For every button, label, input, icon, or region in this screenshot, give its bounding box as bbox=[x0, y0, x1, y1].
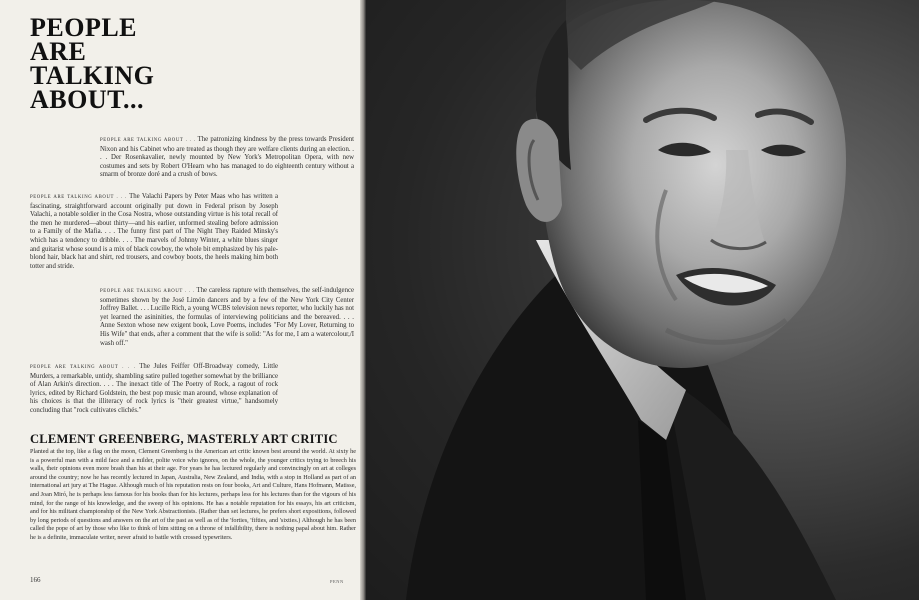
paragraph-lead: PEOPLE ARE TALKING ABOUT . . . bbox=[30, 365, 136, 370]
page-number: 166 bbox=[30, 576, 41, 584]
paragraph-text: The patronizing kindness by the press towards President Nixon and his Cabinet who are treated as though they are welfare clients during an election. . . . Der Rosenkavalier, newly mounted by New York's Metropolitan Opera, with new costumes and sets by Robert O'Hearn who has managed to do eighteenth century without a smarm of bronze doré and a crush of bows. bbox=[100, 136, 354, 179]
talking-about-paragraph bbox=[30, 363, 278, 416]
article-body: Planted at the top, like a flag on the moon, Clement Greenberg is the American art critic known best around the world. At sixty he is a powerful man with a mild face and a milder, polite voice who ignores, on the whole, the younger critics trying to breech his walls, their opinions even more brash than his at their age. For years he has lectured regularly and convincingly on art at colleges around the country; now he has recently lectured in Japan, Australia, New Zealand, and India, with a stop in Holland as part of an international art jury at The Hague. Although much of his reputation rests on four books, Art and Culture, Hans Hofmann, Matisse, and Joan Miró, he is perhaps less famous for his books than for his lectures, perhaps less for his lectures than for the vigours of his mind, for the range of his knowledge, and the sweep of his opinions. He has a notable reputation for his essays, his art criticism, and for his militant championship of the New York Abstractionists. (Rather than set lectures, he prefers short expositions, followed by long periods of questions and answers on the art of the past as well as of the 'forties, 'fifties, and 'sixties.) Although he has been called the pope of art by those who like to think of him sitting on a throne of infallibility, there is nothing papal about him. Rather he is a definite, immaculate writer, never afraid to battle with crossed typewriters. bbox=[30, 448, 356, 541]
paragraph-text: The careless rapture with themselves, the self-indulgence sometimes shown by the José Limón dancers and by a few of the New York City Center Joffrey Ballet. . . . Lucille Rich, a young WCBS television news reporter, who luckily has not yet learned the asininities, the formulas of interviewing politicians and the bereaved. . . . Anne Sexton whose new exigent book, Love Poems, includes "For My Lover, Returning to His Wife" that ends, after a comment that the wife is solid: "As for me, I am a watercolour,/I wash off." bbox=[100, 287, 355, 347]
article-title: CLEMENT GREENBERG, MASTERLY ART CRITIC bbox=[30, 432, 338, 446]
paragraph-text: The Valachi Papers by Peter Maas who has written a fascinating, straightforward account originally put down in Federal prison by Joseph Valachi, a notable soldier in the Cosa Nostra, whose outstanding virtue is his total recall of the men he murdered—about thirty—and his earlier, unformed stealing before admission to a Family of the Mafia. . . . The funny first part of The Night They Raided Minsky's which has a tendency to dribble. . . . The marvels of Johnny Winter, a white blues singer and guitarist whose sound is a mix of black cowboy, the whole bit emphasized by his pale-blond hair, black hat and shirt, red trousers, and cowboy boots, the heels making him both totter and stride. bbox=[30, 193, 278, 270]
talking-about-paragraph bbox=[30, 193, 278, 271]
headline-line: ARE bbox=[30, 37, 87, 66]
paragraph-text: The Jules Feiffer Off-Broadway comedy, Little Murders, a remarkable, untidy, shambling satire pulled together somewhat by the brilliance of Alan Arkin's direction. . . . The inexact title of The Poetry of Rock, a ragout of rock lyrics, edited by Richard Goldstein, the best pop music man around, whose explanation of his choices is that the illiteracy of rock lyrics is "their greatest virtue," handsomely concluding that "rock cultivates clichés." bbox=[30, 363, 278, 414]
portrait-illustration bbox=[366, 0, 919, 600]
left-page bbox=[0, 0, 362, 600]
paragraph-lead: PEOPLE ARE TALKING ABOUT . . . bbox=[100, 289, 195, 294]
headline bbox=[30, 13, 155, 114]
talking-about-paragraph bbox=[100, 287, 354, 348]
headline-line: ABOUT... bbox=[30, 85, 145, 114]
portrait-photo bbox=[366, 0, 919, 600]
headline-line: PEOPLE bbox=[30, 13, 138, 42]
headline-line: TALKING bbox=[30, 61, 155, 90]
photo-credit: PENN bbox=[330, 579, 344, 584]
paragraph-lead: PEOPLE ARE TALKING ABOUT . . . bbox=[30, 195, 127, 200]
talking-about-paragraph bbox=[100, 136, 354, 180]
paragraph-lead: PEOPLE ARE TALKING ABOUT . . . bbox=[100, 138, 196, 143]
